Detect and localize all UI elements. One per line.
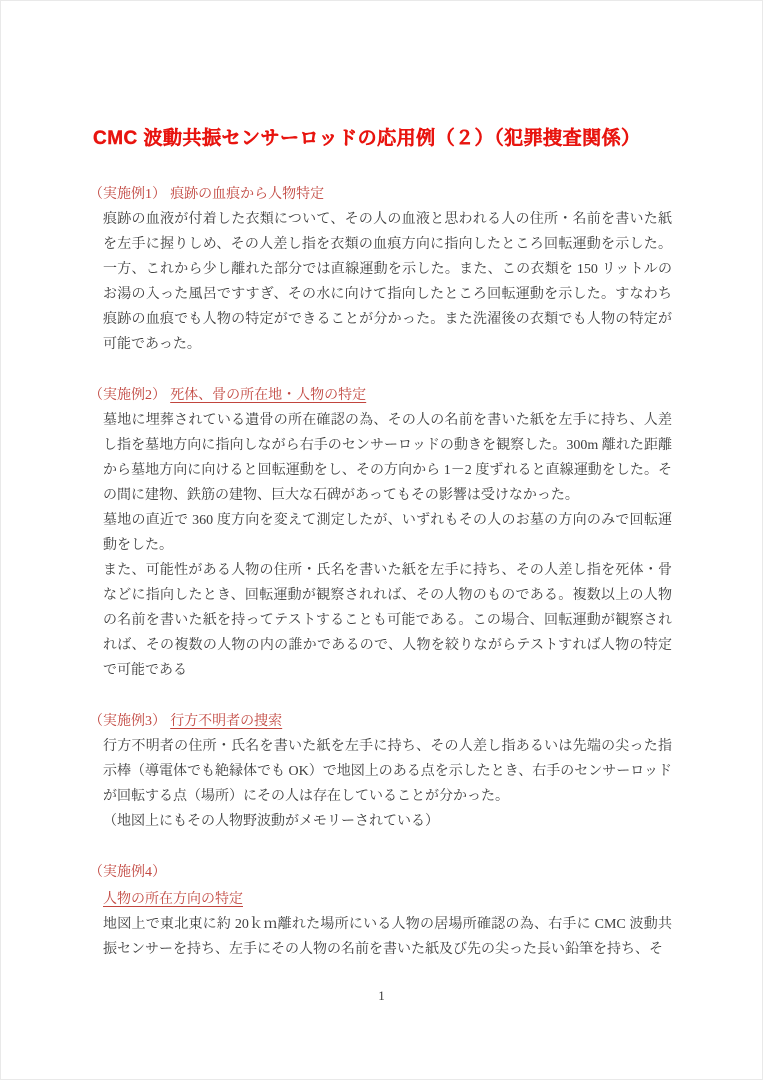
- paragraph: 行方不明者の住所・氏名を書いた紙を左手に持ち、その人差し指あるいは先端の尖った指示棒（導電体でも絶縁体でも OK）で地図上のある点を示したとき、右手のセンサーロッドが回転する点（場所）にその人は存在していることが分かった。: [103, 739, 672, 804]
- section: [89, 383, 672, 683]
- section-heading: [89, 383, 672, 408]
- section-title: 人物の所在方向の特定: [103, 892, 243, 907]
- section-heading: [89, 860, 672, 912]
- document-title: CMC 波動共振センサーロッドの応用例（２）（犯罪捜査関係）: [93, 128, 641, 149]
- section-body: [103, 912, 672, 962]
- section-title: 痕跡の血痕から人物特定: [170, 187, 325, 202]
- paragraph: 痕跡の血液が付着した衣類について、その人の血液と思われる人の住所・名前を書いた紙を左手に握りしめ、その人差し指を衣類の血痕方向に指向したところ回転運動を示した。一方、これから少し離れた部分では直線運動を示した。また、この衣類を 150 リットルのお湯の入った風呂ですすぎ、その水に向けて指向したところ回転運動を示した。すなわち痕跡の血痕でも人物の特定ができることが分かった。また洗濯後の衣類でも人物の特定が可能であった。: [103, 212, 672, 352]
- section-title: 死体、骨の所在地・人物の特定: [170, 388, 367, 403]
- section: [89, 709, 672, 834]
- section-label: （実施例3）: [89, 714, 166, 729]
- section-body: [103, 408, 672, 683]
- section: [89, 860, 672, 962]
- section-body: [103, 207, 672, 357]
- paragraph: （地図上にもその人物野波動がメモリーされている）: [103, 814, 439, 829]
- section-label: （実施例1）: [89, 187, 166, 202]
- page-number: 1: [378, 988, 385, 1003]
- sections-container: [89, 182, 672, 962]
- paragraph: 墓地に埋葬されている遺骨の所在確認の為、その人の名前を書いた紙を左手に持ち、人差し指を墓地方向に指向しながら右手のセンサーロッドの動きを観察した。300m 離れた距離から墓地方向に向けると回転運動をし、その方向から 1－2 度ずれると直線運動をした。その間に建物、鉄筋の建物、巨大な石碑があってもその影響は受けなかった。: [103, 413, 672, 503]
- section: [89, 182, 672, 357]
- section-label: （実施例2）: [89, 388, 166, 403]
- paragraph: 地図上で東北東に約 20ｋｍ離れた場所にいる人物の居場所確認の為、右手に CMC 波動共振センサーを持ち、左手にその人物の名前を書いた紙及び先の尖った長い鉛筆を持ち、そ: [103, 917, 672, 957]
- section-label: （実施例4）: [89, 865, 166, 880]
- section-heading: [89, 709, 672, 734]
- paragraph: また、可能性がある人物の住所・氏名を書いた紙を左手に持ち、その人差し指を死体・骨などに指向したとき、回転運動が観察されれば、その人物のものである。複数以上の人物の名前を書いた紙を持ってテストすることも可能である。この場合、回転運動が観察されれば、その複数の人物の内の誰かであるので、人物を絞りながらテストすれば人物の特定で可能である: [103, 563, 672, 678]
- section-heading: [89, 182, 672, 207]
- paragraph: 墓地の直近で 360 度方向を変えて測定したが、いずれもその人のお墓の方向のみで回転運動をした。: [103, 513, 672, 553]
- section-title: 行方不明者の捜索: [170, 714, 283, 729]
- section-body: [103, 734, 672, 834]
